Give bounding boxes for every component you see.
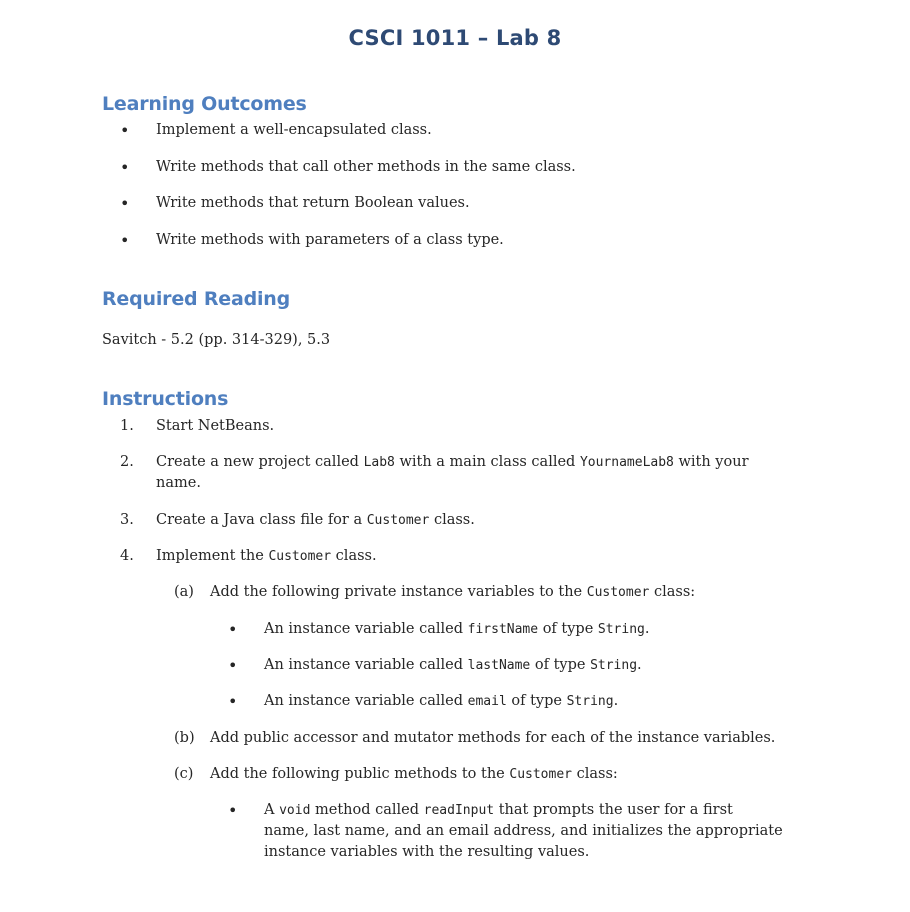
instructions-heading: Instructions <box>102 388 229 410</box>
step-number: 4. <box>120 548 134 564</box>
type-name-code: String <box>566 694 614 709</box>
list-item-continued: name, last name, and an email address, and initializes the appropriate <box>264 823 783 839</box>
step-2-text <box>156 452 749 473</box>
sub-step-b-text: Add public accessor and mutator methods for each of the instance variables. <box>210 730 776 746</box>
main-class-code: YournameLab8 <box>579 455 674 470</box>
text-run: . <box>637 657 642 673</box>
text-run: Add the following private instance variables to the <box>210 584 587 600</box>
text-run: class: <box>649 584 696 600</box>
required-reading-text: Savitch - 5.2 (pp. 314-329), 5.3 <box>102 332 331 348</box>
sub-step-c-text <box>210 764 618 785</box>
text-run: of type <box>530 657 591 673</box>
text-run: A <box>264 802 280 818</box>
step-number: 2. <box>120 454 134 470</box>
text-run: method called <box>310 802 424 818</box>
step-3-text <box>156 510 475 531</box>
list-item <box>264 800 733 821</box>
text-run: that prompts the user for a first <box>494 802 733 818</box>
bullet-icon: • <box>120 194 130 213</box>
list-item: Implement a well-encapsulated class. <box>156 122 432 138</box>
sub-step-label: (a) <box>174 584 194 600</box>
list-item <box>264 655 642 676</box>
list-item: Write methods that call other methods in the same class. <box>156 159 576 175</box>
bullet-icon: • <box>120 158 130 177</box>
bullet-icon: • <box>228 656 238 675</box>
variable-name-code: email <box>467 694 507 709</box>
list-item <box>264 619 649 640</box>
step-number: 3. <box>120 512 134 528</box>
text-run: Implement the <box>156 548 269 564</box>
list-item <box>264 691 618 712</box>
text-run: An instance variable called <box>264 693 468 709</box>
document-title: CSCI 1011 – Lab 8 <box>348 26 562 50</box>
text-run: . <box>613 693 619 709</box>
text-run: with your <box>673 454 749 470</box>
project-name-code: Lab8 <box>363 455 395 470</box>
list-item: Write methods that return Boolean values. <box>156 195 470 211</box>
text-run: An instance variable called <box>264 621 468 637</box>
text-run: Add the following public methods to the <box>210 766 510 782</box>
method-name-code: readInput <box>423 803 495 818</box>
variable-name-code: firstName <box>467 622 539 637</box>
class-name-code: Customer <box>268 549 332 564</box>
variable-name-code: lastName <box>467 658 531 673</box>
text-run: class: <box>572 766 618 782</box>
step-4-text <box>156 546 377 567</box>
sub-step-a-text <box>210 582 695 603</box>
bullet-icon: • <box>228 620 238 639</box>
class-name-code: Customer <box>366 513 430 528</box>
sub-step-label: (c) <box>174 766 194 782</box>
bullet-icon: • <box>120 231 130 250</box>
text-run: class. <box>429 512 475 528</box>
type-name-code: String <box>590 658 638 673</box>
text-run: of type <box>506 693 567 709</box>
list-item: Write methods with parameters of a class type. <box>156 232 504 248</box>
return-type-code: void <box>279 803 311 818</box>
learning-outcomes-heading: Learning Outcomes <box>102 93 307 115</box>
bullet-icon: • <box>228 692 238 711</box>
type-name-code: String <box>597 622 645 637</box>
step-number: 1. <box>120 418 134 434</box>
text-run: Create a new project called <box>156 454 364 470</box>
sub-step-label: (b) <box>174 730 195 746</box>
text-run: of type <box>538 621 598 637</box>
class-name-code: Customer <box>586 585 650 600</box>
text-run: with a main class called <box>394 454 580 470</box>
text-run: An instance variable called <box>264 657 468 673</box>
step-2-text-continued: name. <box>156 475 201 491</box>
list-item-continued: instance variables with the resulting values. <box>264 844 590 860</box>
bullet-icon: • <box>228 801 238 820</box>
class-name-code: Customer <box>509 767 572 782</box>
text-run: Create a Java class file for a <box>156 512 367 528</box>
required-reading-heading: Required Reading <box>102 288 291 310</box>
text-run: . <box>644 621 650 637</box>
step-1-text: Start NetBeans. <box>156 418 275 434</box>
text-run: class. <box>331 548 377 564</box>
bullet-icon: • <box>120 121 130 140</box>
